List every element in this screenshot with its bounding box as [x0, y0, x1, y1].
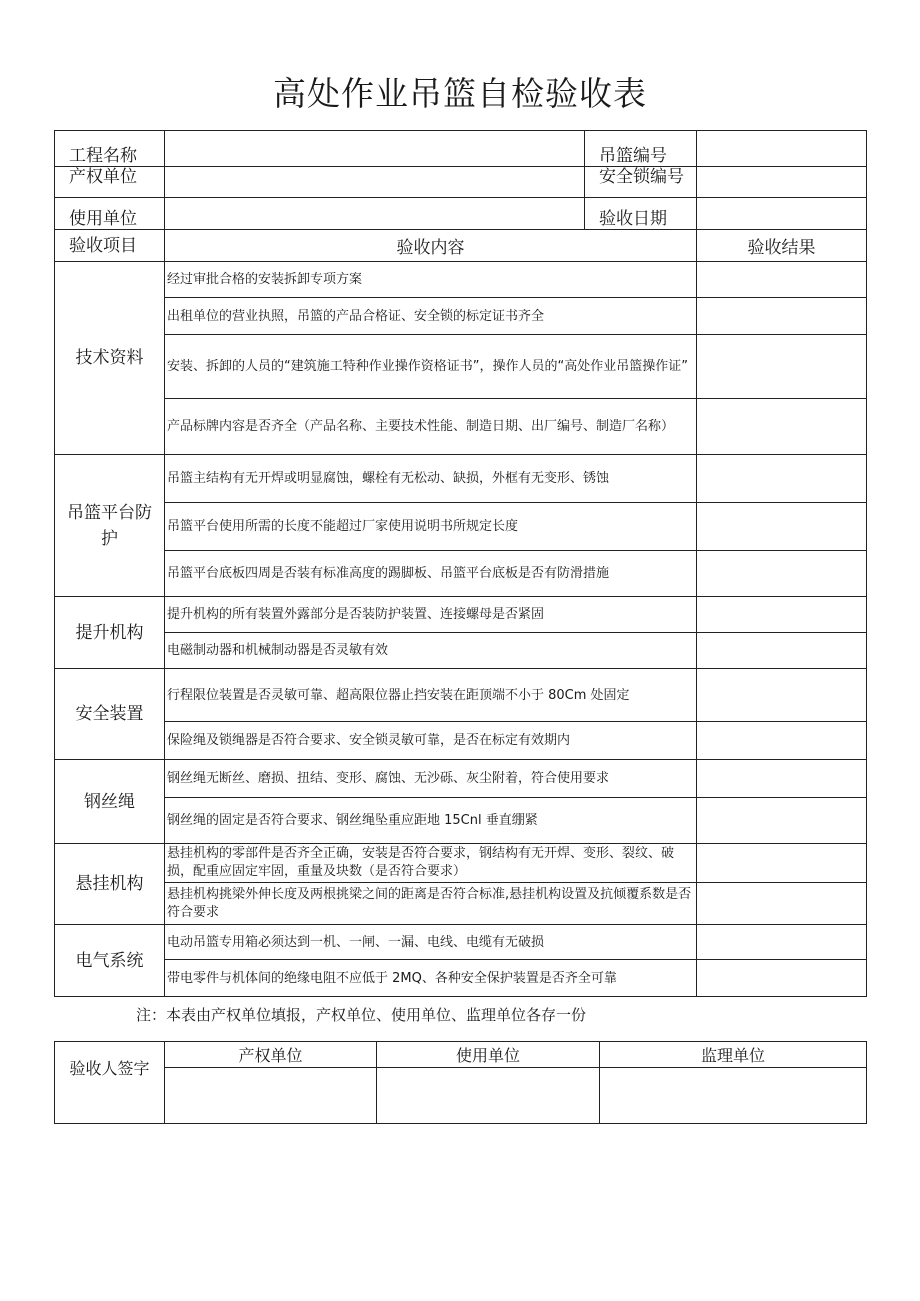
- owner-label: 产权单位: [55, 167, 165, 198]
- check-item: 出租单位的营业执照，吊篮的产品合格证、安全锁的标定证书齐全: [165, 298, 697, 335]
- check-item: 带电零件与机体间的绝缘电阻不应低于 2MQ、各种安全保护装置是否齐全可靠: [165, 960, 697, 997]
- user-label: 使用单位: [55, 198, 165, 230]
- inspection-table: [54, 130, 867, 997]
- basket-no-label: 吊篮编号: [585, 131, 697, 167]
- col-item-header: 验收项目: [55, 230, 165, 262]
- section-safety-label: 安全装置: [55, 669, 165, 760]
- result-cell[interactable]: [697, 960, 867, 997]
- project-name-label: 工程名称: [55, 131, 165, 167]
- footnote: 注：本表由产权单位填报，产权单位、使用单位、监理单位各存一份: [136, 1006, 587, 1024]
- col-result-header: 验收结果: [697, 230, 867, 262]
- section-hoist-label: 提升机构: [55, 597, 165, 669]
- signature-table: [54, 1041, 867, 1124]
- result-cell[interactable]: [697, 298, 867, 335]
- check-item: 吊篮平台底板四周是否装有标准高度的踢脚板、吊篮平台底板是否有防滑措施: [165, 551, 697, 597]
- signature-user-header: 使用单位: [377, 1042, 600, 1068]
- check-item: 安装、拆卸的人员的“建筑施工特种作业操作资格证书”，操作人员的“高处作业吊篮操作证”: [165, 335, 697, 399]
- basket-no-field[interactable]: [697, 131, 867, 167]
- check-item: 经过审批合格的安装拆卸专项方案: [165, 262, 697, 298]
- result-cell[interactable]: [697, 722, 867, 760]
- result-cell[interactable]: [697, 597, 867, 633]
- check-item: 保险绳及锁绳器是否符合要求、安全锁灵敏可靠，是否在标定有效期内: [165, 722, 697, 760]
- section-platform-label-line1: 吊篮平台防: [67, 502, 152, 523]
- result-cell[interactable]: [697, 925, 867, 960]
- signature-supervisor-header: 监理单位: [600, 1042, 867, 1068]
- result-cell[interactable]: [697, 633, 867, 669]
- result-cell[interactable]: [697, 669, 867, 722]
- signature-owner-field[interactable]: [165, 1068, 377, 1124]
- section-suspension-label: 悬挂机构: [55, 844, 165, 925]
- result-cell[interactable]: [697, 262, 867, 298]
- result-cell[interactable]: [697, 335, 867, 399]
- signature-supervisor-field[interactable]: [600, 1068, 867, 1124]
- section-platform-label: [55, 455, 165, 597]
- section-electric-label: 电气系统: [55, 925, 165, 997]
- result-cell[interactable]: [697, 844, 867, 883]
- result-cell[interactable]: [697, 455, 867, 503]
- result-cell[interactable]: [697, 760, 867, 798]
- col-content-header: 验收内容: [165, 230, 697, 262]
- signature-label: 验收人签字: [55, 1042, 165, 1124]
- check-item: 电磁制动器和机械制动器是否灵敏有效: [165, 633, 697, 669]
- owner-field[interactable]: [165, 167, 585, 198]
- check-item: 悬挂机构挑梁外伸长度及两根挑梁之间的距离是否符合标准,悬挂机构设置及抗倾覆系数是否符合要求: [165, 883, 697, 925]
- signature-owner-header: 产权单位: [165, 1042, 377, 1068]
- check-item: 提升机构的所有装置外露部分是否装防护装置、连接螺母是否紧固: [165, 597, 697, 633]
- lock-no-label: 安全锁编号: [585, 167, 697, 198]
- check-item: 钢丝绳的固定是否符合要求、钢丝绳坠重应距地 15Cnl 垂直绷紧: [165, 798, 697, 844]
- check-item: 钢丝绳无断丝、磨损、扭结、变形、腐蚀、无沙砾、灰尘附着，符合使用要求: [165, 760, 697, 798]
- check-item: 行程限位装置是否灵敏可靠、超高限位器止挡安装在距顶端不小于 80Cm 处固定: [165, 669, 697, 722]
- lock-no-field[interactable]: [697, 167, 867, 198]
- project-name-field[interactable]: [165, 131, 585, 167]
- section-rope-label: 钢丝绳: [55, 760, 165, 844]
- result-cell[interactable]: [697, 551, 867, 597]
- date-label: 验收日期: [585, 198, 697, 230]
- check-item: 产品标牌内容是否齐全（产品名称、主要技术性能、制造日期、出厂编号、制造厂名称）: [165, 399, 697, 455]
- check-item: 吊篮平台使用所需的长度不能超过厂家使用说明书所规定长度: [165, 503, 697, 551]
- section-platform-label-line2: 护: [101, 528, 118, 549]
- result-cell[interactable]: [697, 503, 867, 551]
- section-tech-label: 技术资料: [55, 262, 165, 455]
- result-cell[interactable]: [697, 883, 867, 925]
- check-item: 电动吊篮专用箱必须达到一机、一闸、一漏、电线、电缆有无破损: [165, 925, 697, 960]
- check-item: 悬挂机构的零部件是否齐全正确，安装是否符合要求，钢结构有无开焊、变形、裂纹、破损，配重应固定牢固，重量及块数（是否符合要求）: [165, 844, 697, 883]
- date-field[interactable]: [697, 198, 867, 230]
- page-title: 高处作业吊篮自检验收表: [273, 74, 647, 113]
- result-cell[interactable]: [697, 798, 867, 844]
- result-cell[interactable]: [697, 399, 867, 455]
- check-item: 吊篮主结构有无开焊或明显腐蚀，螺栓有无松动、缺损，外框有无变形、锈蚀: [165, 455, 697, 503]
- signature-user-field[interactable]: [377, 1068, 600, 1124]
- user-field[interactable]: [165, 198, 585, 230]
